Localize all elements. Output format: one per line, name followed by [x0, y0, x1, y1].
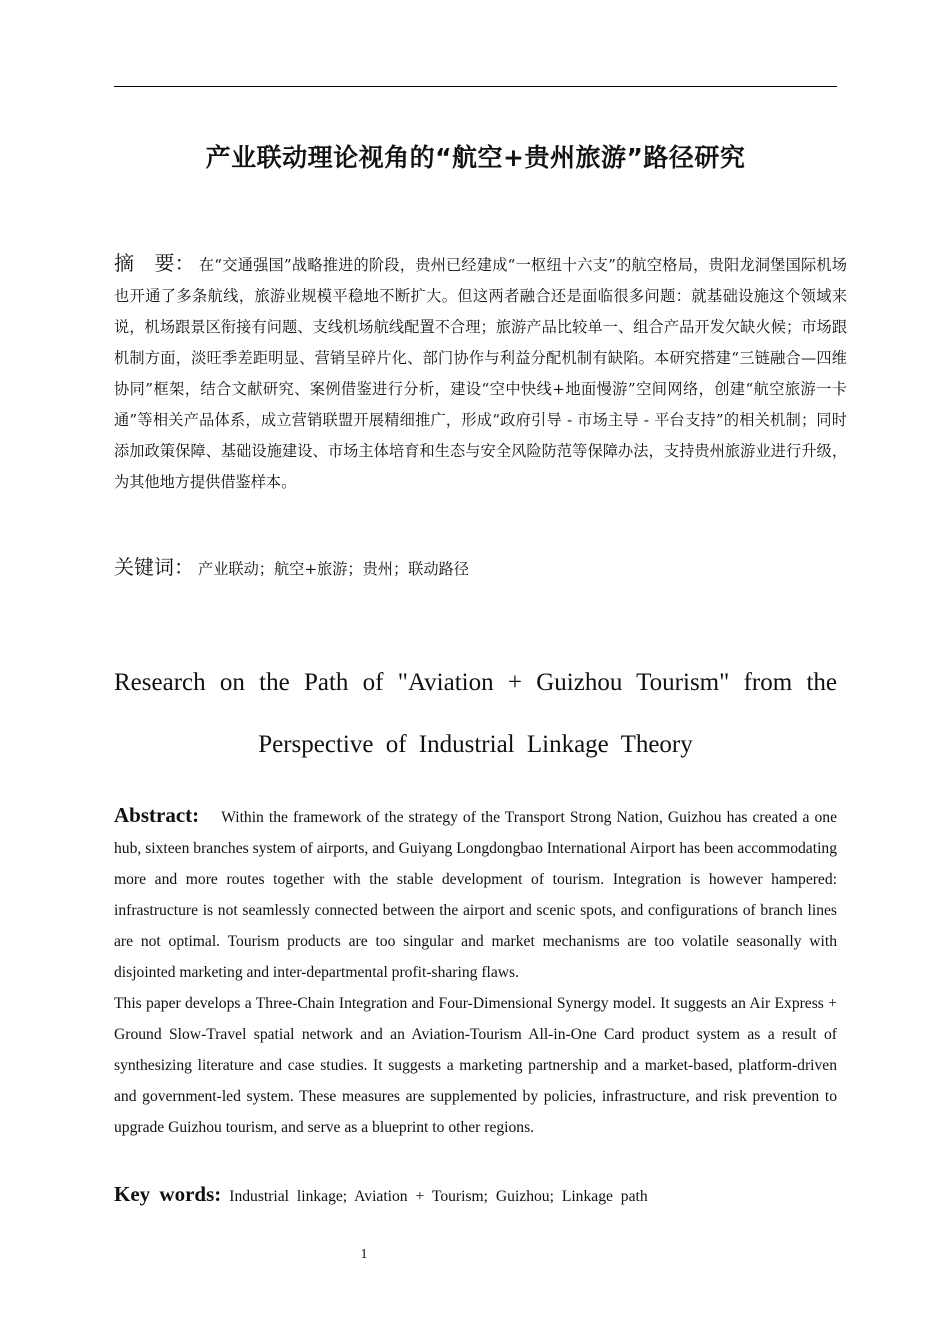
chinese-title: 产业联动理论视角的“航空+贵州旅游”路径研究: [205, 143, 746, 172]
chinese-abstract-label: 摘 要：: [114, 251, 195, 275]
chinese-keywords: [114, 552, 837, 584]
english-abstract-paragraph-1: [114, 800, 837, 988]
english-title: [114, 652, 837, 776]
english-abstract: [114, 800, 837, 1143]
chinese-keywords-text: 产业联动；航空+旅游；贵州；联动路径: [198, 560, 469, 578]
page-number: 1: [360, 1247, 368, 1262]
english-keywords-label: Key words:: [114, 1182, 222, 1206]
english-title-line-2: Perspective of Industrial Linkage Theory: [258, 731, 693, 758]
chinese-abstract: [114, 248, 847, 498]
english-abstract-paragraph-2: This paper develops a Three-Chain Integration and Four-Dimensional Synergy model. It suggests an Air Express + Ground Slow-Travel spatial network and an Aviation-Tourism All-in-One Card product system as a result of synthesizing literature and case studies. It suggests a marketing partnership and a market-based, platform-driven and government-led system. These measures are supplemented by policies, infrastructure, and risk prevention to upgrade Guizhou tourism, and serve as a blueprint to other regions.: [114, 995, 837, 1136]
header-rule: [114, 86, 837, 87]
english-title-line-1: Research on the Path of "Aviation + Guizhou Tourism" from the: [114, 669, 837, 696]
english-abstract-text-1: Within the framework of the strategy of the Transport Strong Nation, Guizhou has created a one hub, sixteen branches system of airports, and Guiyang Longdongbao International Airport has been accommodating more and more routes together with the stable development of tourism. Integration is however hampered: infrastructure is not seamlessly connected between the airport and scenic spots, and configurations of branch lines are not optimal. Tourism products are too singular and market mechanisms are too volatile seasonally with disjointed marketing and inter-departmental profit-sharing flaws.: [114, 809, 837, 981]
english-keywords-text: Industrial linkage; Aviation + Tourism; Guizhou; Linkage path: [229, 1188, 648, 1205]
chinese-abstract-text: 在“交通强国”战略推进的阶段，贵州已经建成“一枢纽十六支”的航空格局，贵阳龙洞堡国际机场也开通了多条航线，旅游业规模平稳地不断扩大。但这两者融合还是面临很多问题：就基础设施这个领域来说，机场跟景区衔接有问题、支线机场航线配置不合理；旅游产品比较单一、组合产品开发欠缺火候；市场跟机制方面，淡旺季差距明显、营销呈碎片化、部门协作与利益分配机制有缺陷。本研究搭建“三链融合—四维协同”框架，结合文献研究、案例借鉴进行分析，建设“空中快线+地面慢游”空间网络，创建“航空旅游一卡通”等相关产品体系，成立营销联盟开展精细推广，形成“政府引导 - 市场主导 - 平台支持”的相关机制；同时添加政策保障、基础设施建设、市场主体培育和生态与安全风险防范等保障办法，支持贵州旅游业进行升级，为其他地方提供借鉴样本。: [114, 256, 847, 491]
chinese-keywords-label: 关键词：: [114, 555, 194, 579]
english-abstract-label: Abstract:: [114, 803, 200, 827]
english-keywords: [114, 1178, 837, 1213]
